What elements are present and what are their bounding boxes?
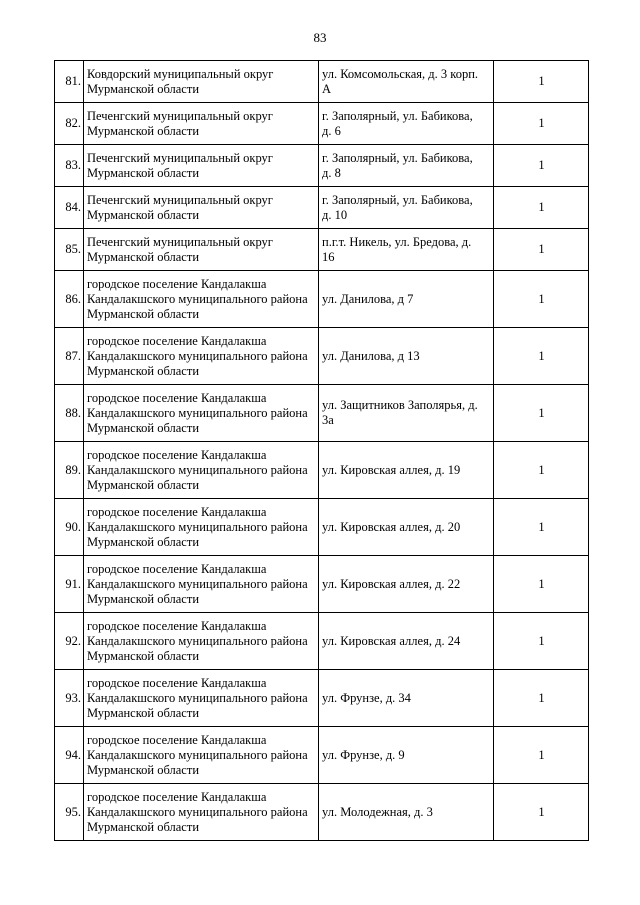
address-line: ул. Кировская аллея, д. 20 (322, 519, 461, 534)
municipality-cell (84, 556, 319, 613)
municipality-cell (84, 229, 319, 271)
municipality-line: городское поселение Кандалакша (87, 561, 267, 576)
address-cell (319, 784, 494, 841)
address-line: ул. Кировская аллея, д. 24 (322, 633, 461, 648)
table-row (55, 271, 589, 328)
municipality-line: Мурманской области (87, 477, 200, 492)
address-cell (319, 271, 494, 328)
row-number-cell: 85. (55, 229, 84, 271)
municipality-line: Печенгский муниципальный округ (87, 192, 273, 207)
count-cell: 1 (494, 61, 589, 103)
municipality-cell (84, 103, 319, 145)
address-line: ул. Защитников Заполярья, д. (322, 398, 478, 412)
count-cell: 1 (494, 145, 589, 187)
address-line: г. Заполярный, ул. Бабикова, (322, 150, 473, 165)
row-number-cell: 93. (55, 670, 84, 727)
address-table (54, 60, 589, 841)
row-number-cell: 94. (55, 727, 84, 784)
address-cell (319, 145, 494, 187)
count-cell: 1 (494, 271, 589, 328)
count-cell: 1 (494, 229, 589, 271)
address-cell (319, 229, 494, 271)
municipality-line: Ковдорский муниципальный округ (87, 66, 274, 81)
table-row (55, 385, 589, 442)
municipality-line: Кандалакшского муниципального района (87, 633, 308, 648)
municipality-line: городское поселение Кандалакша (87, 447, 267, 462)
row-number-cell: 82. (55, 103, 84, 145)
count-cell: 1 (494, 784, 589, 841)
table-row (55, 187, 589, 229)
municipality-line: городское поселение Кандалакша (87, 618, 267, 633)
municipality-line: Кандалакшского муниципального района (87, 804, 308, 819)
municipality-cell (84, 670, 319, 727)
municipality-line: Кандалакшского муниципального района (87, 348, 308, 363)
row-number-cell: 95. (55, 784, 84, 841)
municipality-line: Печенгский муниципальный округ (87, 150, 273, 165)
municipality-line: городское поселение Кандалакша (87, 732, 267, 747)
municipality-line: Мурманской области (87, 420, 200, 435)
count-cell: 1 (494, 556, 589, 613)
address-line: ул. Комсомольская, д. 3 корп. (322, 66, 479, 81)
municipality-line: городское поселение Кандалакша (87, 276, 267, 291)
address-cell (319, 499, 494, 556)
address-line: А (322, 81, 332, 96)
municipality-line: Мурманской области (87, 306, 200, 321)
municipality-line: городское поселение Кандалакша (87, 390, 267, 405)
address-line: ул. Молодежная, д. 3 (322, 804, 433, 819)
address-line: г. Заполярный, ул. Бабикова, (322, 192, 473, 207)
municipality-line: Печенгский муниципальный округ (87, 108, 273, 123)
municipality-line: Кандалакшского муниципального района (87, 405, 308, 420)
row-number-cell: 81. (55, 61, 84, 103)
address-line: ул. Кировская аллея, д. 22 (322, 576, 461, 591)
row-number-cell: 86. (55, 271, 84, 328)
row-number-cell: 88. (55, 385, 84, 442)
address-cell (319, 556, 494, 613)
address-cell (319, 187, 494, 229)
row-number-cell: 87. (55, 328, 84, 385)
table-row (55, 613, 589, 670)
municipality-line: Кандалакшского муниципального района (87, 291, 308, 306)
address-cell (319, 613, 494, 670)
municipality-line: Мурманской области (87, 363, 200, 378)
table-row (55, 442, 589, 499)
municipality-cell (84, 271, 319, 328)
address-cell (319, 61, 494, 103)
table-body (55, 61, 589, 841)
municipality-line: Кандалакшского муниципального района (87, 462, 308, 477)
address-line: ул. Кировская аллея, д. 19 (322, 462, 461, 477)
row-number-cell: 92. (55, 613, 84, 670)
address-line: д. 10 (322, 207, 348, 222)
municipality-cell (84, 328, 319, 385)
municipality-cell (84, 145, 319, 187)
table-row (55, 328, 589, 385)
address-line: г. Заполярный, ул. Бабикова, (322, 108, 473, 123)
municipality-cell (84, 61, 319, 103)
table-row (55, 229, 589, 271)
municipality-line: городское поселение Кандалакша (87, 333, 267, 348)
row-number-cell: 83. (55, 145, 84, 187)
municipality-line: Кандалакшского муниципального района (87, 576, 308, 591)
municipality-line: Кандалакшского муниципального района (87, 747, 308, 762)
count-cell: 1 (494, 727, 589, 784)
count-cell: 1 (494, 499, 589, 556)
municipality-line: Мурманской области (87, 591, 200, 606)
count-cell: 1 (494, 328, 589, 385)
address-line: д. 8 (322, 165, 341, 180)
address-cell (319, 103, 494, 145)
address-cell (319, 670, 494, 727)
municipality-line: Мурманской области (87, 207, 200, 222)
municipality-line: Мурманской области (87, 165, 200, 180)
address-cell (319, 385, 494, 442)
municipality-line: Кандалакшского муниципального района (87, 519, 308, 534)
address-line: д. 6 (322, 123, 341, 138)
municipality-line: Кандалакшского муниципального района (87, 690, 308, 705)
table-row (55, 61, 589, 103)
address-cell (319, 727, 494, 784)
table-row (55, 145, 589, 187)
count-cell: 1 (494, 187, 589, 229)
address-line: ул. Данилова, д 13 (322, 348, 420, 363)
table-row (55, 784, 589, 841)
address-line: 16 (322, 249, 335, 264)
address-line: ул. Данилова, д 7 (322, 291, 414, 306)
address-line: ул. Фрунзе, д. 34 (322, 690, 411, 705)
row-number-cell: 84. (55, 187, 84, 229)
municipality-cell (84, 499, 319, 556)
address-cell (319, 442, 494, 499)
municipality-line: Мурманской области (87, 249, 200, 264)
municipality-cell (84, 442, 319, 499)
municipality-line: Мурманской области (87, 534, 200, 549)
municipality-cell (84, 385, 319, 442)
row-number-cell: 91. (55, 556, 84, 613)
municipality-line: Мурманской области (87, 762, 200, 777)
table-row (55, 727, 589, 784)
municipality-line: Мурманской области (87, 705, 200, 720)
count-cell: 1 (494, 385, 589, 442)
municipality-line: Мурманской области (87, 81, 200, 96)
municipality-line: Печенгский муниципальный округ (87, 234, 273, 249)
row-number-cell: 90. (55, 499, 84, 556)
table-row (55, 556, 589, 613)
address-line: 3а (322, 413, 334, 427)
address-line: п.г.т. Никель, ул. Бредова, д. (322, 234, 472, 249)
address-cell (319, 328, 494, 385)
table-row (55, 670, 589, 727)
municipality-line: городское поселение Кандалакша (87, 675, 267, 690)
municipality-cell (84, 784, 319, 841)
municipality-line: Мурманской области (87, 123, 200, 138)
page-number: 83 (313, 30, 327, 45)
count-cell: 1 (494, 670, 589, 727)
table-row (55, 499, 589, 556)
municipality-line: городское поселение Кандалакша (87, 504, 267, 519)
address-line: ул. Фрунзе, д. 9 (322, 747, 405, 762)
table-row (55, 103, 589, 145)
municipality-line: Мурманской области (87, 648, 200, 663)
municipality-cell (84, 727, 319, 784)
municipality-cell (84, 187, 319, 229)
count-cell: 1 (494, 613, 589, 670)
municipality-line: Мурманской области (87, 819, 200, 834)
row-number-cell: 89. (55, 442, 84, 499)
municipality-line: городское поселение Кандалакша (87, 789, 267, 804)
count-cell: 1 (494, 442, 589, 499)
count-cell: 1 (494, 103, 589, 145)
municipality-cell (84, 613, 319, 670)
